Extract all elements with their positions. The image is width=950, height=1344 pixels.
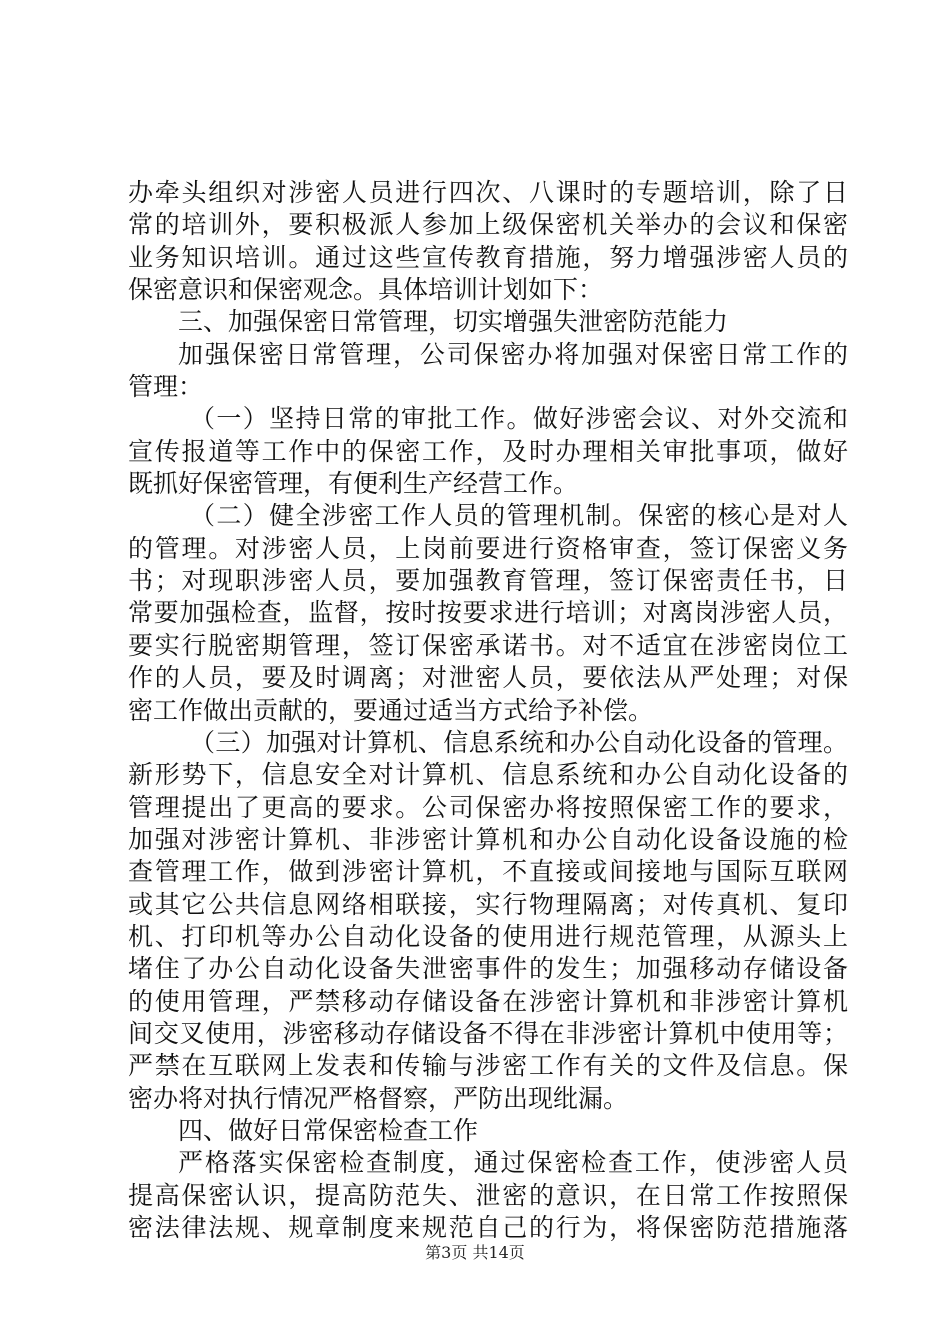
text-line: 新形势下，信息安全对计算机、信息系统和办公自动化设备的 [128,760,848,790]
text-line: 查管理工作，做到涉密计算机，不直接或间接地与国际互联网 [128,857,848,887]
text-line: 保密意识和保密观念。具体培训计划如下： [128,275,604,305]
document-body [128,177,848,1244]
text-line: 加强对涉密计算机、非涉密计算机和办公自动化设备设施的检 [128,824,848,854]
text-line: 要实行脱密期管理，签订保密承诺书。对不适宜在涉密岗位工 [128,630,848,660]
text-line: 宣传报道等工作中的保密工作，及时办理相关审批事项，做好 [128,436,848,466]
text-line: 办牵头组织对涉密人员进行四次、八课时的专题培训，除了日 [128,178,848,207]
text-line: 作的人员，要及时调离；对泄密人员，要依法从严处理；对保 [128,663,848,693]
text-line: 的使用管理，严禁移动存储设备在涉密计算机和非涉密计算机 [128,986,848,1016]
text-line: 的管理。对涉密人员，上岗前要进行资格审查，签订保密义务 [128,533,848,563]
text-line: 管理： [128,372,204,402]
text-line: 或其它公共信息网络相联接，实行物理隔离；对传真机、复印 [128,889,848,919]
text-line: 密法律法规、规章制度来规范自己的行为，将保密防范措施落 [128,1213,848,1242]
text-line: 既抓好保密管理，有便利生产经营工作。 [128,469,579,499]
text-line: 严禁在互联网上发表和传输与涉密工作有关的文件及信息。保 [128,1051,848,1081]
text-line: 密工作做出贡献的，要通过适当方式给予补偿。 [128,695,654,725]
section-heading: 三、加强保密日常管理，切实增强失泄密防范能力 [178,307,729,337]
text-line: （一）坚持日常的审批工作。做好涉密会议、对外交流和 [190,404,848,434]
text-line: 严格落实保密检查制度，通过保密检查工作，使涉密人员 [178,1148,848,1178]
section-heading: 四、做好日常保密检查工作 [178,1115,479,1145]
text-line: （二）健全涉密工作人员的管理机制。保密的核心是对人 [190,501,848,531]
text-line: 书；对现职涉密人员，要加强教育管理，签订保密责任书，日 [128,566,848,596]
text-line: 管理提出了更高的要求。公司保密办将按照保密工作的要求， [128,792,848,822]
text-line: 密办将对执行情况严格督察，严防出现纰漏。 [128,1083,629,1113]
text-line: 堵住了办公自动化设备失泄密事件的发生；加强移动存储设备 [128,954,848,984]
text-line: 间交叉使用，涉密移动存储设备不得在非涉密计算机中使用等； [128,1018,848,1048]
text-line: 常要加强检查，监督，按时按要求进行培训；对离岗涉密人员， [128,598,848,628]
text-line: （三）加强对计算机、信息系统和办公自动化设备的管理。 [190,727,848,757]
text-line: 提高保密认识，提高防范失、泄密的意识，在日常工作按照保 [128,1180,848,1210]
text-line: 机、打印机等办公自动化设备的使用进行规范管理，从源头上 [128,921,848,951]
page-number-footer: 第3页 共14页 [425,1243,525,1262]
text-line: 业务知识培训。通过这些宣传教育措施，努力增强涉密人员的 [128,242,848,272]
text-line: 常的培训外，要积极派人参加上级保密机关举办的会议和保密 [128,210,848,240]
text-line: 加强保密日常管理，公司保密办将加强对保密日常工作的 [178,339,848,369]
